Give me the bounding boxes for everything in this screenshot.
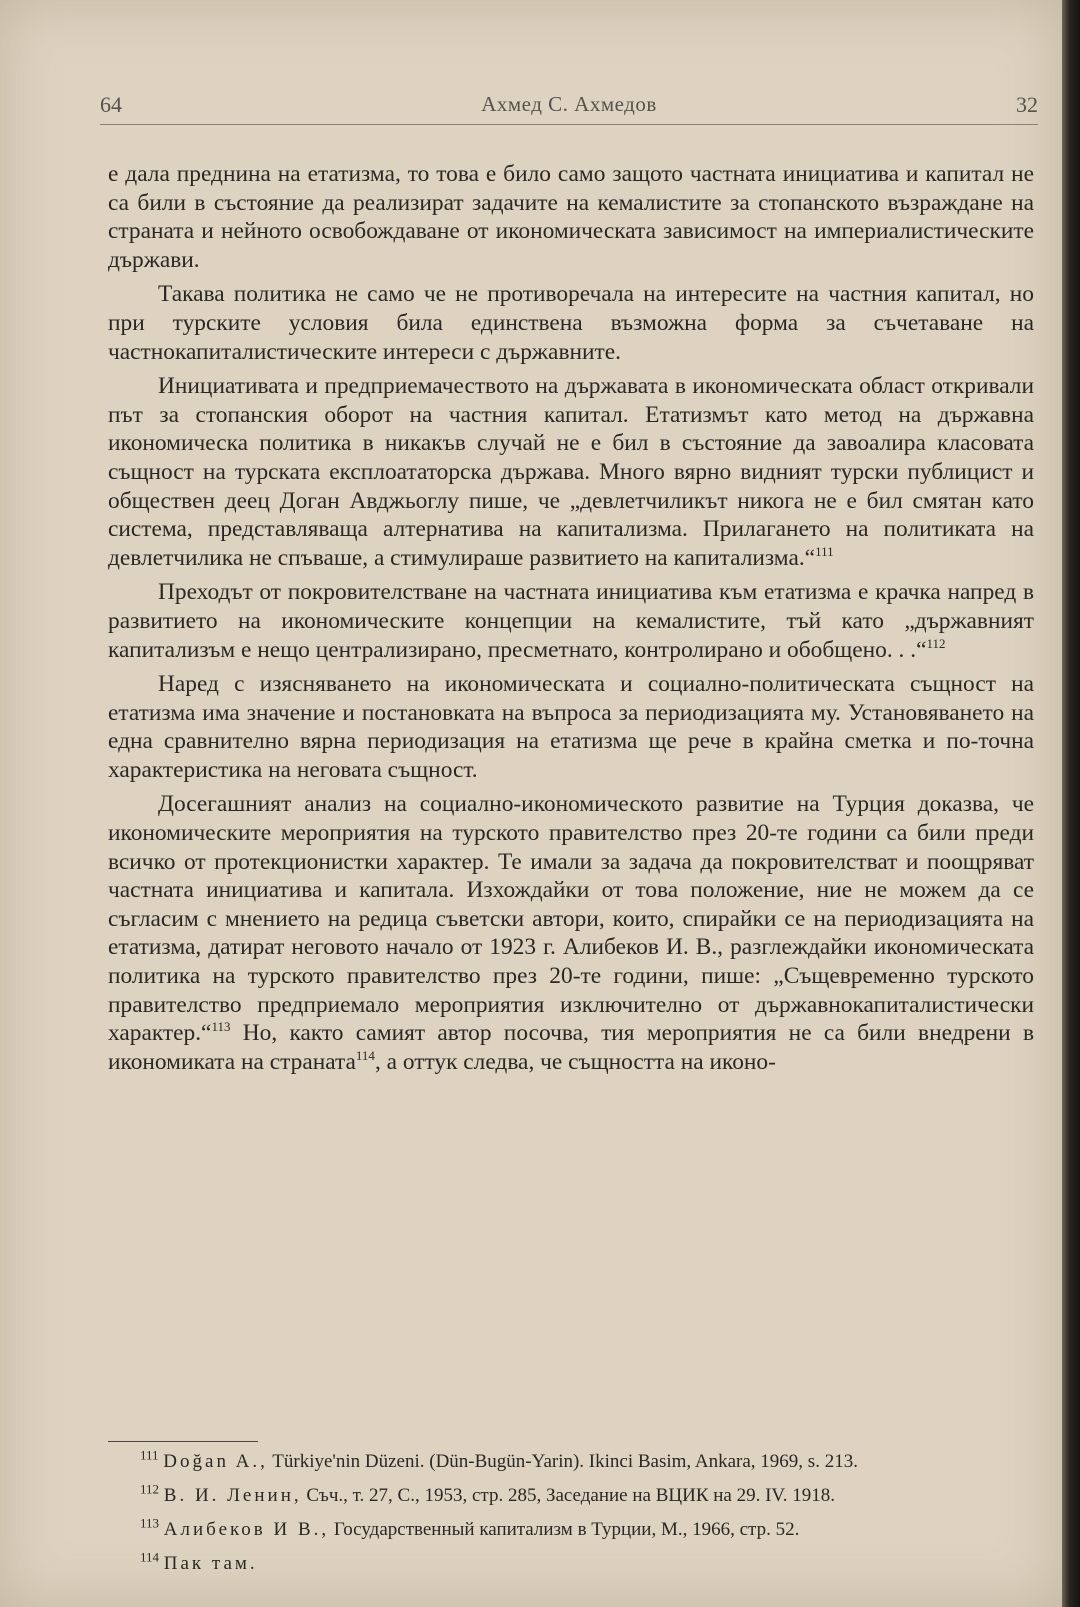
paragraph-text: Досегашният анализ на социално-икономическото развитие на Турция доказва, че икономическите мероприятия на турското правителство през 20-те години са били преди всичко от протекционистки характер. Те имали за задача да покровителстват и поощряват частната инициатива и капитала. Изхождайки от това положение, ние не можем да се съгласим с мнението на редица съветски автори, които, спирайки се на периодизацията на етатизма, датират неговото начало от 1923 г. Алибеков И. В., разглеждайки икономическата политика на турското правителство през 20-те години, пише: „Същевременно турското правителство предприемало мероприятия изключително от държавнокапиталистически характер.“ xyxy=(108,791,1034,1047)
body-text xyxy=(108,160,1034,1082)
footnote xyxy=(108,1447,1034,1473)
footnote-author: В. И. Ленин, xyxy=(163,1485,302,1506)
footnote-text: Государственный капитализм в Турции, М., 1966, стр. 52. xyxy=(329,1519,800,1540)
page-number: 64 xyxy=(100,92,122,117)
running-header xyxy=(100,92,1038,124)
paragraph-text: Но, както самият автор посочва, тия мероприятия не са били внедрени в икономиката на страната xyxy=(108,1020,1034,1075)
footnote-number: 112 xyxy=(140,1481,160,1497)
footnote-ref: 112 xyxy=(926,635,946,651)
footnote-author: Алибеков И В., xyxy=(163,1519,330,1540)
footnote-rule xyxy=(108,1441,258,1442)
paragraph: Такава политика не само че не противоречала на интересите на частния капитал, но при турските условия била единствена възможна форма за съчетаване на частнокапиталистическите интереси с държавните. xyxy=(108,281,1034,365)
footnote-text: Türkiye'nin Düzeni. (Dün-Bugün-Yarin). Ikinci Basim, Ankara, 1969, s. 213. xyxy=(267,1451,858,1472)
header-rule xyxy=(100,124,1038,125)
paragraph: е дала преднина на етатизма, то това е било само защото частната инициатива и капитал не са били в състояние да реализират задачите на кемалистите за стопанското възраждане на страната и нейното освобождаване от икономическата зависимост на империалистическите държави. xyxy=(108,161,1034,273)
footnote xyxy=(108,1549,1034,1575)
running-title: Ахмед С. Ахмедов xyxy=(481,92,657,116)
paragraph-text: , а оттук следва, че същността на иконо- xyxy=(374,1048,776,1075)
footnote-number: 113 xyxy=(140,1515,160,1531)
footnote-author: Doğan A., xyxy=(163,1451,268,1472)
book-spine-edge xyxy=(1062,0,1080,1607)
footnote-author: Пак там. xyxy=(163,1553,258,1574)
footnote-number: 111 xyxy=(140,1447,159,1463)
footnotes xyxy=(108,1447,1034,1587)
paragraph xyxy=(108,790,1034,1076)
paragraph-text: Инициативата и предприемачеството на държавата в икономическата област откривали път за стопанския оборот на частния капитал. Етатизмът като метод на държавна икономическа политика в никакъв случай не е бил в състояние да завоалира класовата същност на турската експлоататорска държава. Много вярно видният турски публицист и обществен деец Доган Авджьоглу пише, че „девлетчиликът никога не е бил смятан като система, представляваща алтернатива на капитализма. Прилагането на политиката на девлетчилика не спъваше, а стимулираше развитието на капитализма.“ xyxy=(108,373,1034,571)
footnote xyxy=(108,1481,1034,1507)
paragraph xyxy=(108,578,1034,664)
paragraph: Наред с изясняването на икономическата и социално-политическата същност на етатизма има значение и постановката на въпроса за периодизацията му. Установяването на една сравнително вярна периодизация на етатизма ще рече в крайна сметка и по-точна характеристика на неговата същност. xyxy=(108,671,1034,783)
footnote-ref: 113 xyxy=(211,1019,231,1035)
footnote-ref: 114 xyxy=(355,1048,375,1064)
section-number: 32 xyxy=(1016,92,1038,117)
footnote-text: Съч., т. 27, С., 1953, стр. 285, Заседание на ВЦИК на 29. IV. 1918. xyxy=(301,1485,835,1506)
footnote-number: 114 xyxy=(140,1549,160,1565)
paragraph-text: Преходът от покровителстване на частната инициатива към етатизма е крачка напред в развитието на икономическите концепции на кемалистите, тъй като „държавният капитализъм е нещо централизирано, пресметнато, контролирано и обобщено. . .“ xyxy=(108,579,1034,663)
footnote xyxy=(108,1515,1034,1541)
paragraph xyxy=(108,372,1034,572)
footnote-ref: 111 xyxy=(815,543,834,559)
